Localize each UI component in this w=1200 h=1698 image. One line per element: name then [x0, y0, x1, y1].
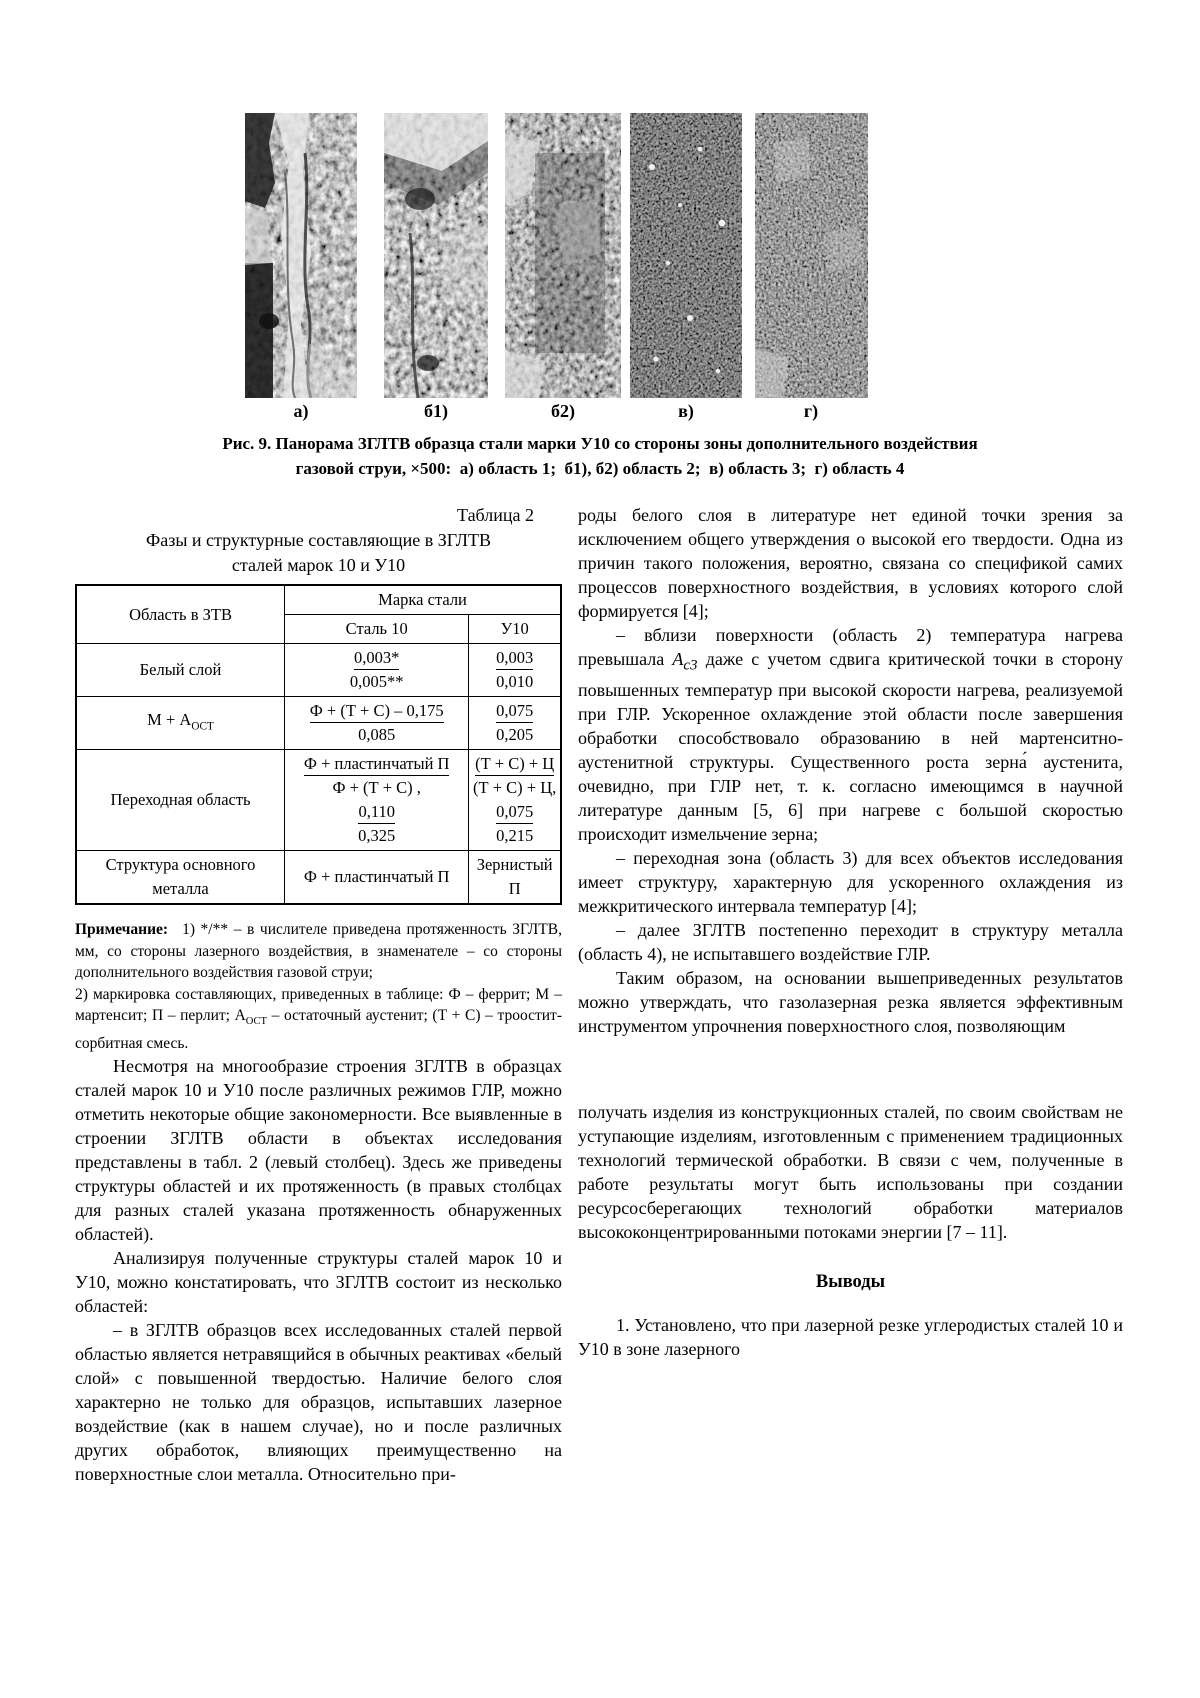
- strip-label-b1: б1): [424, 401, 448, 421]
- th-area: Область в ЗТВ: [76, 585, 285, 644]
- right-paragraph-1: роды белого слоя в литературе нет единой точки зрения за исключением общего утверждения о высокой его твердости. Одна из причин такого положения, вероятно, связана со спецификой самих процессов поверхностного воздействия, в условиях которого слой формируется [4];: [578, 505, 1123, 621]
- right-column: [578, 503, 1123, 1361]
- table-2-title-line1: Фазы и структурные составляющие в ЗГЛТВ: [146, 530, 491, 550]
- figure-caption: [0, 431, 1200, 481]
- table-2-title-line2: сталей марок 10 и У10: [231, 555, 406, 575]
- th-steel10: Сталь 10: [285, 615, 469, 644]
- cell-transition-u10: (Т + С) + Ц (Т + С) + Ц, 0,075 0,215: [469, 750, 561, 851]
- strip-label-v: в): [678, 401, 694, 421]
- micrograph-strip-g: [755, 113, 868, 398]
- table-2-label: Таблица 2: [457, 505, 534, 525]
- table-row: [76, 750, 561, 851]
- cell-base-structure-area: Структура основного металла: [76, 851, 285, 905]
- table-notes: [75, 919, 562, 1054]
- left-paragraph-2: Анализируя полученные структуры сталей марок 10 и У10, можно констатировать, что ЗГЛТВ состоит из несколько областей:: [75, 1248, 562, 1317]
- table-note-1: Примечание: 1) */** – в числителе приведена протяженность ЗГЛТВ, мм, со стороны лазерного воздействия, в знаменателе – со стороны дополнительного воздействия газовой струи;: [75, 921, 562, 981]
- left-paragraph-1: Несмотря на многообразие строения ЗГЛТВ в образцах сталей марок 10 и У10 после различных режимов ГЛР, можно отметить некоторые общие закономерности. Все выявленные в строении ЗГЛТВ области в объектах исследования представлены в табл. 2 (левый столбец). Здесь же приведены структуры областей и их протяженность (в правых столбцах для разных сталей указана протяженность обнаруженных областей).: [75, 1056, 562, 1245]
- figure-caption-line1: Рис. 9. Панорама ЗГЛТВ образца стали марки У10 со стороны зоны дополнительного воздействия: [222, 434, 978, 453]
- strip-label-b2: б2): [551, 401, 575, 421]
- left-column: [75, 503, 562, 1486]
- micrograph-strip-b2: [505, 113, 621, 398]
- cell-m-aost-steel10: Ф + (Т + С) – 0,175 0,085: [285, 697, 469, 750]
- th-u10: У10: [469, 615, 561, 644]
- conclusions-heading: Выводы: [815, 1271, 886, 1292]
- right-paragraph-5: Таким образом, на основании вышеприведенных результатов можно утверждать, что газолазерная резка является эффективным инструментом упрочнения поверхностного слоя, позволяющим: [578, 967, 1123, 1036]
- right-paragraph-3: – переходная зона (область 3) для всех объектов исследования имеет структуру, характерную для ускоренного охлаждения из межкритического интервала температур [4];: [578, 847, 1123, 916]
- strip-label-a: а): [293, 401, 309, 421]
- micrograph-strip-v: [630, 113, 742, 398]
- table-row: [76, 851, 561, 905]
- micrograph-strip-a: [245, 113, 357, 398]
- left-paragraph-3: – в ЗГЛТВ образцов всех исследованных сталей первой областью является нетравящийся в обычных реактивах «белый слой» с повышенной твердостью. Наличие белого слоя характерно не только для образцов, испытавших лазерное воздействие (как в нашем случае), но и после различных других обработок, влияющих преимущественно на поверхностные слои металла. Относительно при-: [75, 1320, 562, 1485]
- strip-label-g: г): [803, 401, 819, 421]
- cell-transition-area: Переходная область: [76, 750, 285, 851]
- cell-base-structure-steel10: Ф + пластинчатый П: [285, 851, 469, 905]
- right-paragraph-6: получать изделия из конструкционных сталей, по своим свойствам не уступающие изделиям, изготовленным с применением традиционных технологий термической обработки. В связи с чем, полученные в работе результаты могут быть использованы при создании ресурсосберегающих технологий обработки материалов высококонцентрированными потоками энергии [7 – 11].: [578, 1101, 1123, 1242]
- cell-white-layer-steel10: 0,003* 0,005**: [285, 644, 469, 697]
- cell-white-layer-area: Белый слой: [76, 644, 285, 697]
- micrograph-strip-b1: [384, 113, 488, 398]
- cell-transition-steel10: Ф + пластинчатый П Ф + (Т + С) , 0,110 0,325: [285, 750, 469, 851]
- cell-m-aost-u10: 0,075 0,205: [469, 697, 561, 750]
- column-gap: [578, 1038, 1123, 1100]
- right-paragraph-4: – далее ЗГЛТВ постепенно переходит в структуру металла (область 4), не испытавшего воздействие ГЛР.: [578, 919, 1123, 964]
- table-row: [76, 644, 561, 697]
- cell-white-layer-u10: 0,003 0,010: [469, 644, 561, 697]
- table-note-2: 2) маркировка составляющих, приведенных в таблице: Ф – феррит; М – мартенсит; П – перлит; $А_{ОСТ}$ – остаточный аустенит; (Т + С) – троостит-сорбитная смесь.: [75, 985, 562, 1052]
- table-2: [75, 584, 562, 905]
- cell-base-structure-u10: Зернистый П: [469, 851, 561, 905]
- figure-9-panorama: [0, 0, 1200, 500]
- cell-m-aost-area: $М + А_{ОСТ}$: [76, 697, 285, 750]
- th-steel-grade: Марка стали: [285, 585, 561, 615]
- right-paragraph-2: – вблизи поверхности (область 2) температура нагрева превышала $A_{с3}$ даже с учетом сдвига критической точки в сторону повышенных температур при высокой скорости нагрева, реализуемой при ГЛР. Ускоренное охлаждение этой области после завершения обработки способствовало образованию в ней мартенситно-аустенитной структуры. Существенного роста зерна́ аустенита, очевидно, при ГЛР нет, т. к. согласно имеющимся в научной литературе данным [5, 6] при нагреве с большой скоростью происходит измельчение зерна;: [578, 625, 1123, 844]
- table-row: [76, 697, 561, 750]
- right-paragraph-7: 1. Установлено, что при лазерной резке углеродистых сталей 10 и У10 в зоне лазерного: [578, 1314, 1123, 1359]
- figure-caption-line2: газовой струи, ×500: а) область 1; б1), б2) область 2; в) область 3; г) область 4: [295, 459, 905, 478]
